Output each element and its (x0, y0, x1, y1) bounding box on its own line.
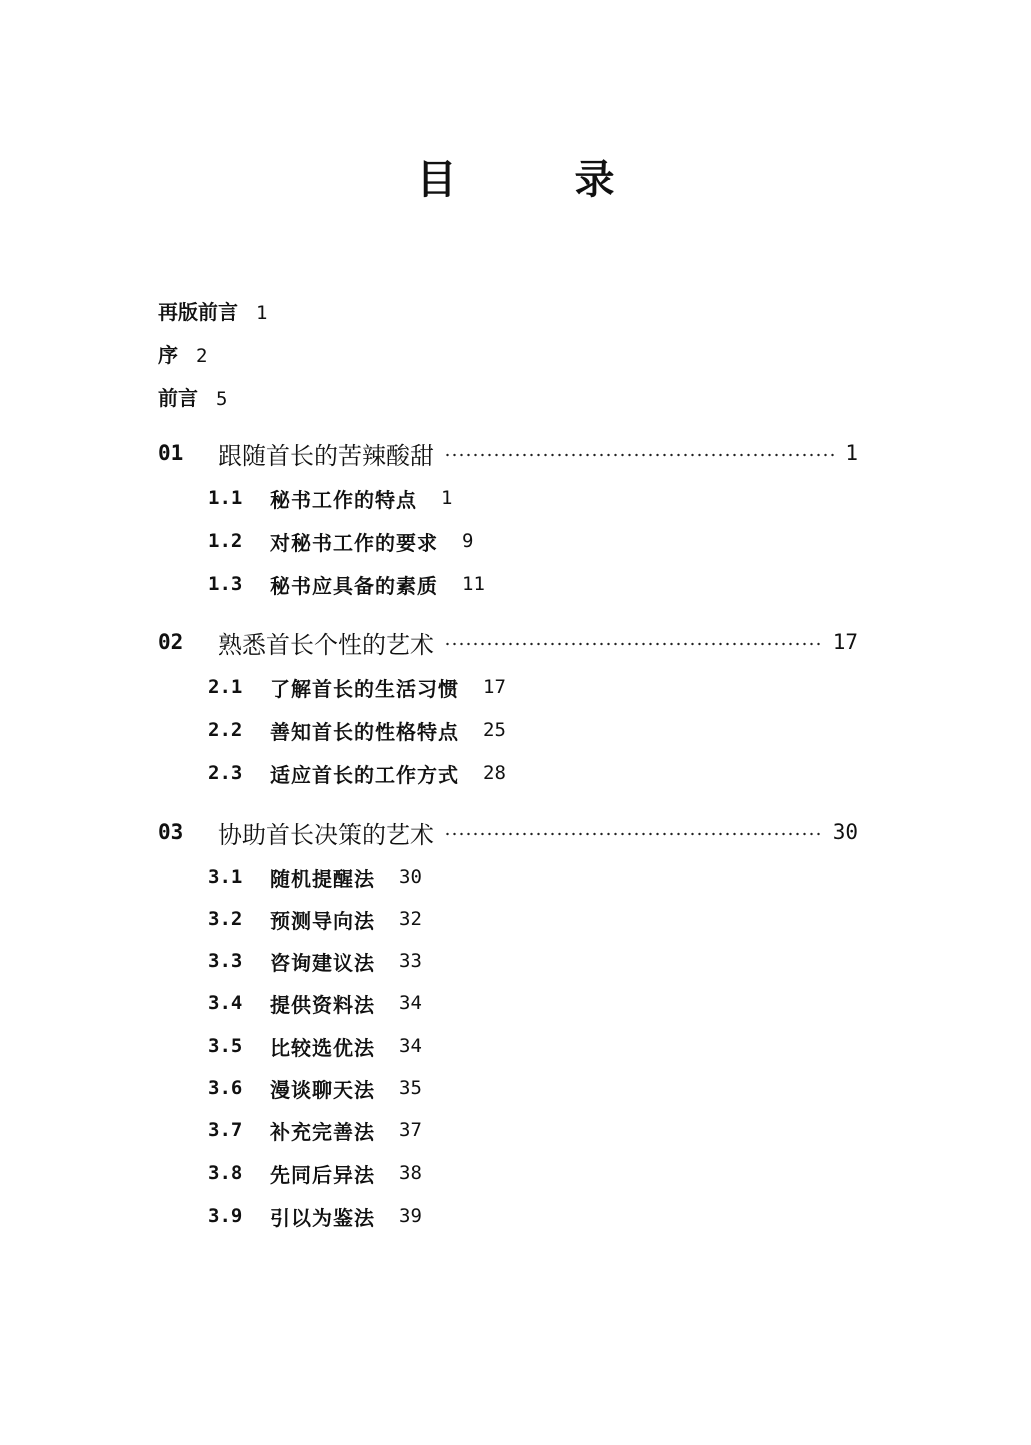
chapter-title: 跟随首长的苦辣酸甜 (218, 441, 434, 470)
toc-chapter-02[interactable] (158, 625, 858, 659)
toc-section[interactable] (208, 1158, 422, 1188)
section-page: 11 (462, 573, 485, 595)
section-page: 32 (399, 908, 422, 930)
section-number: 1.3 (208, 573, 243, 595)
dot-leader (444, 453, 835, 457)
toc-front-title: 前言 (158, 386, 198, 410)
section-number: 1.2 (208, 530, 243, 552)
section-number: 2.3 (208, 762, 243, 784)
section-title: 秘书应具备的素质 (270, 573, 438, 598)
dot-leader (444, 832, 823, 836)
section-number: 3.3 (208, 950, 243, 972)
section-number: 3.6 (208, 1077, 243, 1099)
toc-front-page: 5 (216, 388, 228, 410)
toc-section[interactable] (208, 904, 422, 934)
toc-front-item[interactable] (158, 382, 227, 411)
toc-front-page: 1 (256, 302, 268, 324)
section-title: 引以为鉴法 (270, 1205, 375, 1230)
toc-front-title: 再版前言 (158, 300, 238, 324)
section-title: 适应首长的工作方式 (270, 762, 459, 787)
section-number: 3.1 (208, 866, 243, 888)
section-page: 30 (399, 866, 422, 888)
section-page: 1 (441, 487, 453, 509)
toc-front-item[interactable] (158, 339, 207, 368)
section-title: 对秘书工作的要求 (270, 530, 438, 555)
chapter-page: 30 (832, 820, 858, 844)
toc-front-item[interactable] (158, 296, 267, 325)
section-title: 漫谈聊天法 (270, 1077, 375, 1102)
section-number: 3.4 (208, 992, 243, 1014)
toc-section[interactable] (208, 1115, 422, 1145)
section-title: 提供资料法 (270, 992, 375, 1017)
toc-chapter-01[interactable] (158, 436, 858, 470)
section-page: 34 (399, 992, 422, 1014)
section-page: 25 (483, 719, 506, 741)
section-page: 39 (399, 1205, 422, 1227)
section-page: 35 (399, 1077, 422, 1099)
section-title: 随机提醒法 (270, 866, 375, 891)
chapter-title: 协助首长决策的艺术 (218, 820, 434, 849)
section-number: 3.5 (208, 1035, 243, 1057)
chapter-title: 熟悉首长个性的艺术 (218, 630, 434, 659)
chapter-number: 01 (158, 441, 184, 465)
section-number: 3.9 (208, 1205, 243, 1227)
section-page: 37 (399, 1119, 422, 1141)
chapter-page: 17 (832, 630, 858, 654)
toc-chapter-03[interactable] (158, 815, 858, 849)
toc-section[interactable] (208, 862, 422, 892)
page-title: 目 录 (416, 157, 667, 203)
toc-section[interactable] (208, 715, 506, 745)
toc-section[interactable] (208, 1031, 422, 1061)
toc-section[interactable] (208, 569, 485, 599)
toc-section[interactable] (208, 946, 422, 976)
toc-section[interactable] (208, 988, 422, 1018)
section-page: 33 (399, 950, 422, 972)
section-number: 2.2 (208, 719, 243, 741)
section-number: 3.8 (208, 1162, 243, 1184)
section-title: 了解首长的生活习惯 (270, 676, 459, 701)
section-number: 3.7 (208, 1119, 243, 1141)
section-title: 比较选优法 (270, 1035, 375, 1060)
toc-section[interactable] (208, 758, 506, 788)
toc-section[interactable] (208, 483, 452, 513)
toc-front-page: 2 (196, 345, 208, 367)
section-title: 预测导向法 (270, 908, 375, 933)
section-title: 秘书工作的特点 (270, 487, 417, 512)
section-page: 34 (399, 1035, 422, 1057)
section-page: 17 (483, 676, 506, 698)
section-number: 2.1 (208, 676, 243, 698)
section-page: 38 (399, 1162, 422, 1184)
chapter-page: 1 (845, 441, 858, 465)
section-title: 补充完善法 (270, 1119, 375, 1144)
toc-section[interactable] (208, 672, 506, 702)
toc-section[interactable] (208, 1073, 422, 1103)
section-title: 先同后异法 (270, 1162, 375, 1187)
toc-section[interactable] (208, 1201, 422, 1231)
section-title: 善知首长的性格特点 (270, 719, 459, 744)
chapter-number: 02 (158, 630, 184, 654)
section-page: 9 (462, 530, 474, 552)
section-number: 3.2 (208, 908, 243, 930)
dot-leader (444, 642, 823, 646)
toc-front-title: 序 (158, 343, 178, 367)
section-title: 咨询建议法 (270, 950, 375, 975)
toc-section[interactable] (208, 526, 473, 556)
chapter-number: 03 (158, 820, 184, 844)
section-number: 1.1 (208, 487, 243, 509)
section-page: 28 (483, 762, 506, 784)
